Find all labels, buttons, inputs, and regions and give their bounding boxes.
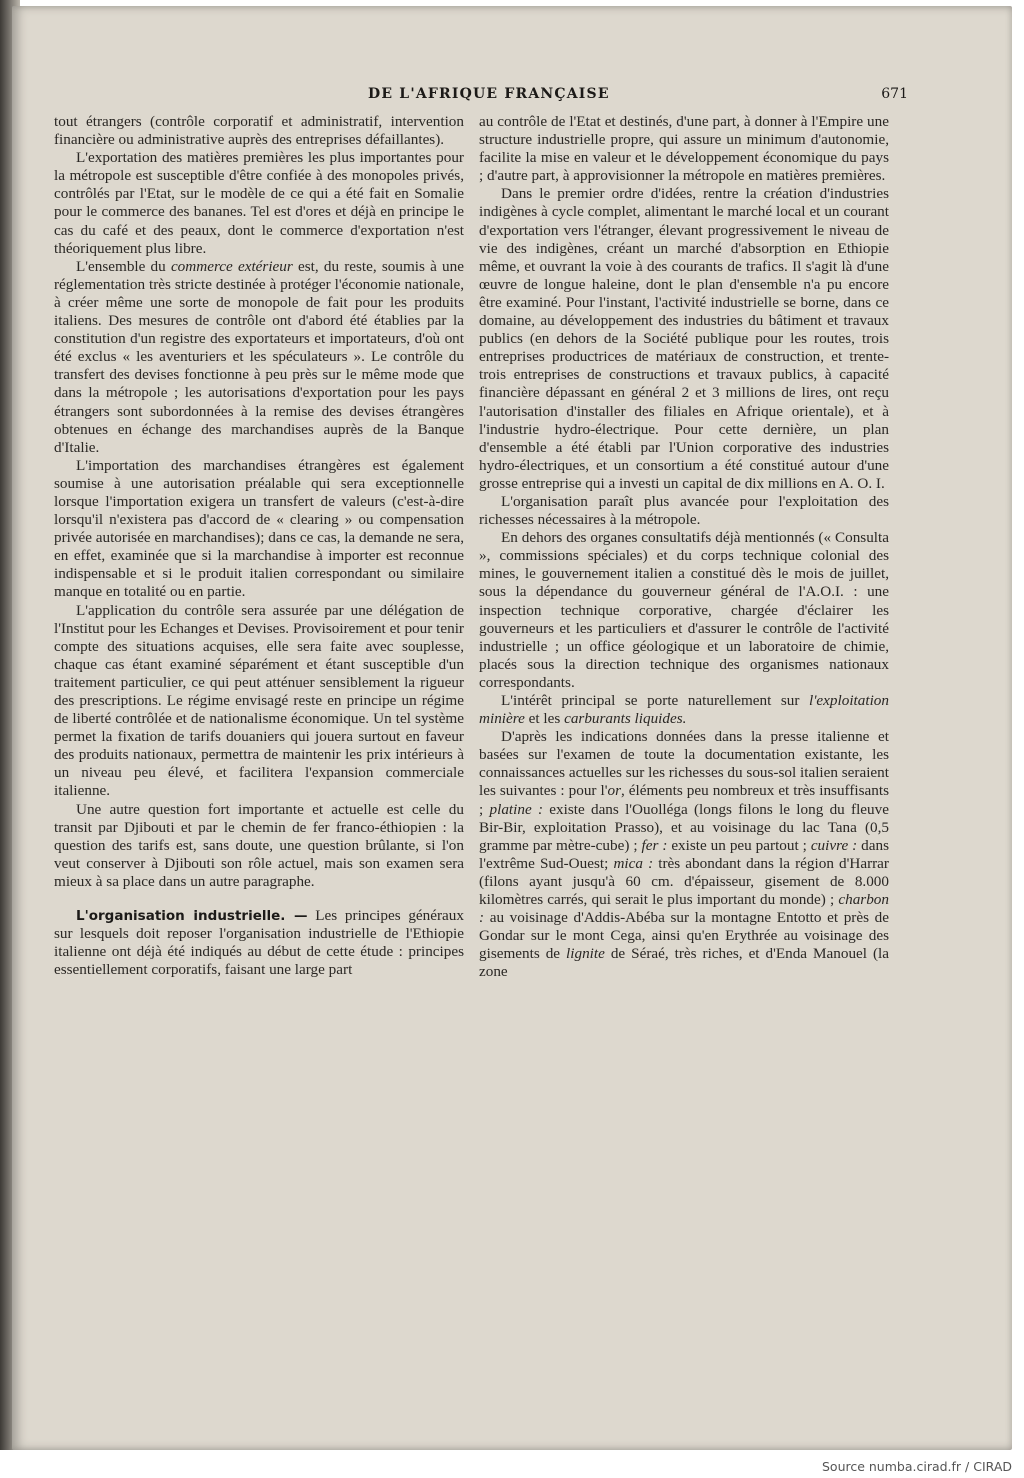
emphasis: or: [607, 782, 621, 800]
emphasis: carburants liquides.: [564, 710, 687, 728]
emphasis: mica :: [613, 854, 654, 872]
emphasis: lignite: [566, 945, 605, 963]
paragraph: L'importation des marchandises étrangères est également soumise à une autorisation préalable qui sera exceptionnelle lorsque l'importation exigera un transfert de valeurs (c'est-à-dire lorsqu'il n'existera pas d'accord de « clearing » ou compensation privée autorisée en marchandises); dans ce cas, la demande ne sera, en effet, examinée que si la marchandise à importer est reconnue indispensable et si le produit italien correspondant ou similaire manque en totalité ou en partie.: [54, 456, 464, 601]
running-title: DE L'AFRIQUE FRANÇAISE: [368, 86, 610, 102]
emphasis: l'exploitation minière: [479, 692, 889, 728]
section-heading: L'organisation industrielle. —: [76, 908, 308, 925]
right-text-column: [479, 113, 889, 982]
paragraph: L'organisation paraît plus avancée pour l'exploitation des richesses nécessaires à la métropole.: [479, 492, 889, 529]
emphasis: commerce extérieur: [170, 257, 293, 275]
paragraph: Une autre question fort importante et actuelle est celle du transit par Djibouti et par le chemin de fer franco-éthiopien : la question des tarifs est, sans doute, une question brûlante, si l'on veut conserver à Djibouti son rôle actuel, mais son examen sera mieux à sa place dans un autre paragraphe.: [54, 800, 464, 890]
paragraph: L'application du contrôle sera assurée par une délégation de l'Institut pour les Echanges et Devises. Provisoirement et pour tenir compte des situations acquises, elle sera faite avec souplesse, chaque cas étant examiné séparément et étant susceptible d'un traitement particulier, ce qui peut atténuer sensiblement la rigueur des prescriptions. Le régime envisagé reste en principe un régime de liberté contrôlée et de nationalisme économique. Un tel système permet la fixation de tarifs douaniers qui jouera surtout en faveur des produits nationaux, permettra de maintenir les prix intérieurs à un niveau peu élevé, et facilitera l'expansion commerciale italienne.: [54, 601, 464, 800]
page-number: 671: [881, 86, 908, 102]
paragraph: L'exportation des matières premières les plus importantes pour la métropole est susceptible d'être confiée à des monopoles privés, contrôlés par l'Etat, sur le modèle de ce qui a été fait en Somalie pour le commerce des bananes. Tel est d'ores et déjà en principe le cas du café et des peaux, dont le commerce d'exportation n'est théoriquement plus libre.: [54, 149, 464, 257]
paragraph: En dehors des organes consultatifs déjà mentionnés (« Consulta », commissions spéciales) et du corps technique colonial des mines, le gouvernement italien a constitué dès le mois de juillet, sous la dépendance du gouverneur général de l'A.O.I. : une inspection technique corporative, chargée d'éclairer les gouverneurs et les particuliers et d'assurer le contrôle de l'activité industrielle ; un office géologique et un laboratoire de chimie, placés sous la direction technique des organismes nationaux correspondants.: [479, 529, 889, 691]
emphasis: charbon :: [479, 891, 889, 927]
paragraph: tout étrangers (contrôle corporatif et administratif, intervention financière ou administrative auprès des entreprises défaillantes).: [54, 113, 464, 149]
paragraph: D'après les indications données dans la presse italienne et basées sur l'examen de toute la documentation existante, les connaissances actuelles sur les richesses du sous-sol italien seraient les suivantes : pour l'or, éléments peu nombreux et très insuffisants ; platine : existe dans l'Ouolléga (longs filons le long du fleuve Bir-Bir, exploitation Prasso), et au voisinage du lac Tana (0,5 gramme par mètre-cube) ; fer : existe un peu partout ; cuivre : dans l'extrême Sud-Ouest; mica : très abondant dans la région d'Harrar (filons ayant jusqu'à 60 cm. d'épaisseur, gisement de 8.000 kilomètres carrés, qui serait le plus important du monde) ; charbon : au voisinage d'Addis-Abéba sur la montagne Entotto et près de Gondar sur le mont Cega, ainsi qu'en Erythrée au voisinage des gisements de lignite de Séraé, très riches, et d'Enda Manouel (la zone: [479, 728, 889, 981]
left-text-column: [54, 113, 464, 979]
paragraph: L'intérêt principal se porte naturellement sur l'exploitation minière et les carburants liquides.: [479, 692, 889, 728]
paragraph: Dans le premier ordre d'idées, rentre la création d'industries indigènes à cycle complet, alimentant le marché local et un courant d'exportation vers l'étranger, élevant progressivement le niveau de vie des indigènes, créant un marché d'absorption en Ethiopie même, et ouvrant la voie à des courants de trafics. Il s'agit là d'une œuvre de longue haleine, dont le plan d'ensemble n'a pu encore être examiné. Pour l'instant, l'activité industrielle se borne, dans ce domaine, au développement des industries du bâtiment et travaux publics (en dehors de la Société publique pour les routes, trois entreprises productrices de matériaux de construction, et trente-trois entreprises de constructions et travaux publics, à capacité financière dépassant en général 2 et 3 millions de lires, ont reçu l'autorisation d'installer des filiales en Afrique orientale), et à l'industrie hydro-électrique. Pour cette dernière, un plan d'ensemble a été établi par l'Union corporative des industries hydro-électriques, et un consortium a été constitué autour d'une grosse entreprise qui a investi un capital de dix millions en A. O. I.: [479, 185, 889, 492]
paragraph: au contrôle de l'Etat et destinés, d'une part, à donner à l'Empire une structure industrielle propre, qui assure un minimum d'autonomie, facilite la mise en valeur et le développement économique du pays ; d'autre part, à approvisionner la métropole en matières premières.: [479, 113, 889, 185]
emphasis: platine :: [489, 800, 544, 818]
source-credit: Source numba.cirad.fr / CIRAD: [821, 1459, 1012, 1474]
paragraph: L'ensemble du commerce extérieur est, du reste, soumis à une réglementation très stricte destinée à protéger l'économie nationale, à créer même une sorte de monopole de fait pour les produits italiens. Des mesures de contrôle ont d'abord été établies par la constitution d'un registre des exportateurs et importateurs, d'où ont été exclus « les aventuriers et les spéculateurs ». Le contrôle du transfert des devises fonctionne à peu près sur le même mode que dans la métropole ; les autorisations d'exportation pour les pays étrangers sont subordonnées à la remise des devises étrangères obtenues en échange des marchandises auprès de la Banque d'Italie.: [54, 257, 464, 456]
running-header: [68, 86, 908, 106]
emphasis: cuivre :: [810, 836, 858, 854]
section-paragraph: L'organisation industrielle. — Les principes généraux sur lesquels doit reposer l'organisation industrielle de l'Ethiopie italienne ont déjà été indiqués au début de cette étude : principes essentiellement corporatifs, faisant une large part: [54, 907, 464, 979]
emphasis: fer :: [641, 836, 668, 854]
